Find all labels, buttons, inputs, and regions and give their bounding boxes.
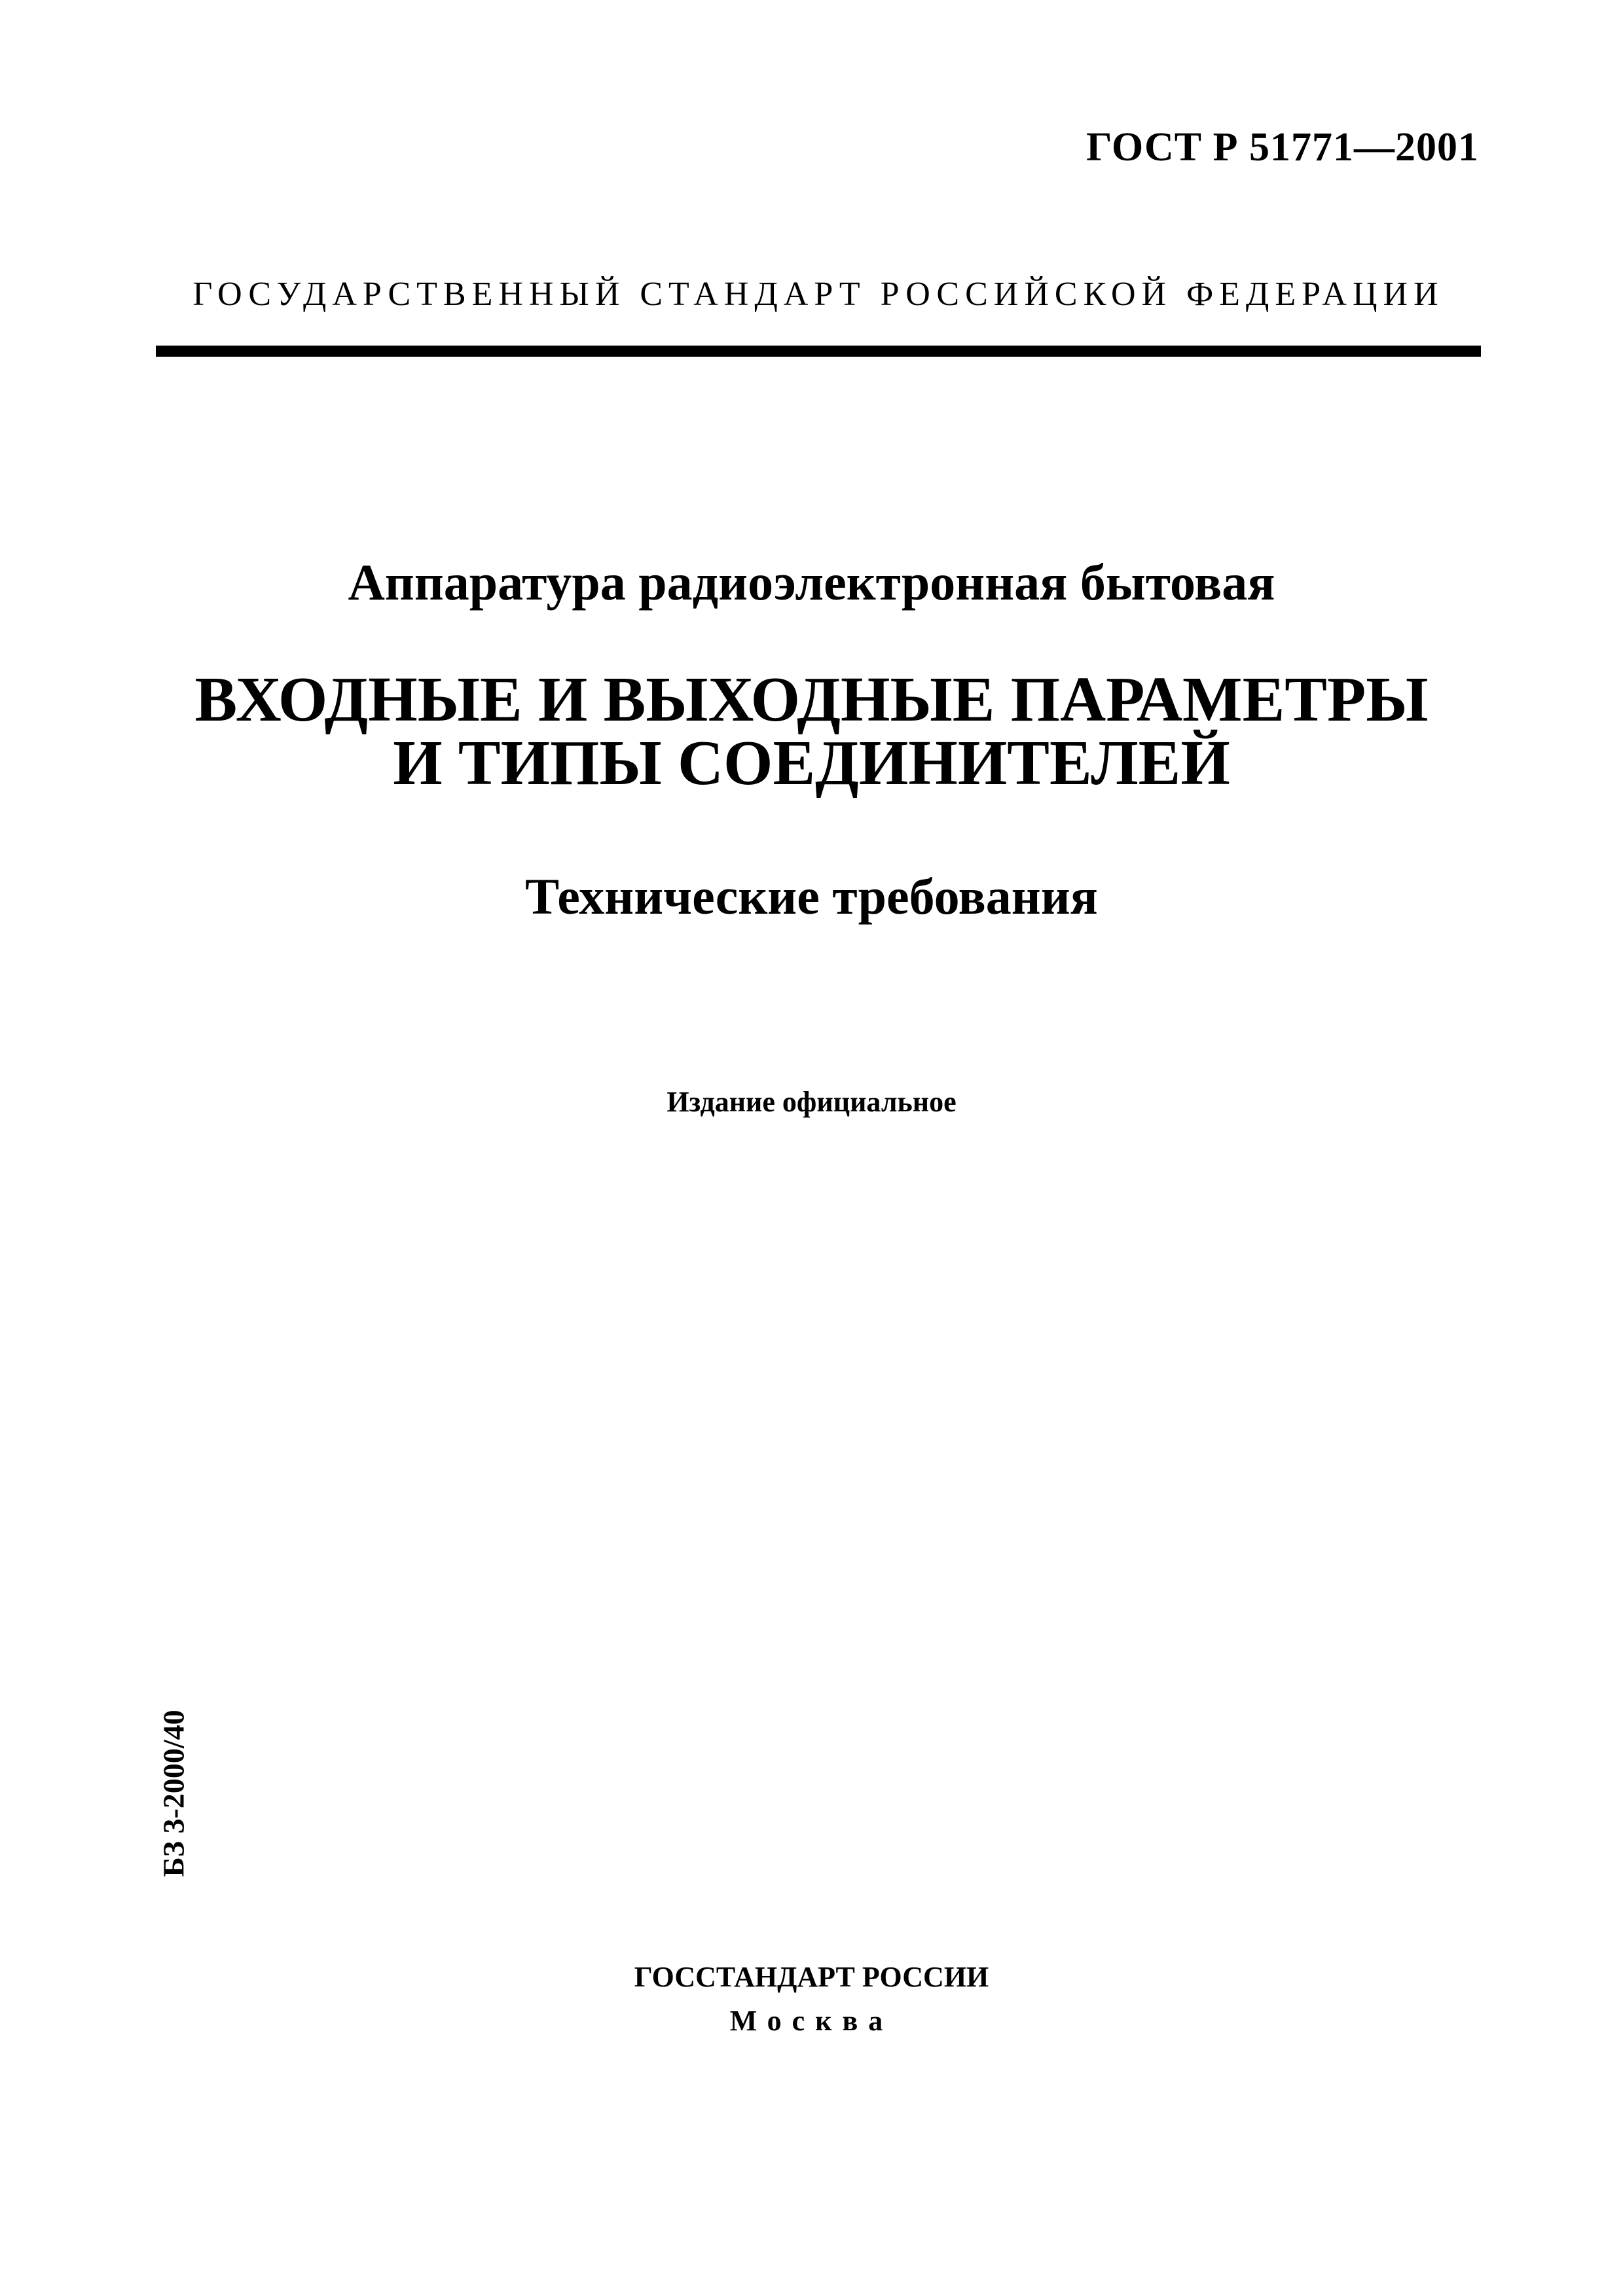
standard-designation: ГОСТ Р 51771—2001 xyxy=(1086,125,1479,170)
document-title xyxy=(0,664,1623,798)
document-title-line-1: ВХОДНЫЕ И ВЫХОДНЫЕ ПАРАМЕТРЫ xyxy=(194,664,1429,734)
state-standard-heading: ГОСУДАРСТВЕННЫЙ СТАНДАРТ РОССИЙСКОЙ ФЕДЕРАЦИИ xyxy=(192,276,1444,313)
document-title-line-2: И ТИПЫ СОЕДИНИТЕЛЕЙ xyxy=(393,728,1230,798)
header-divider xyxy=(156,346,1481,357)
catalog-code: БЗ 3-2000/40 xyxy=(156,1710,191,1877)
edition-note: Издание официальное xyxy=(666,1086,957,1118)
publication-city: Москва xyxy=(729,2005,894,2037)
document-subject: Аппаратура радиоэлектронная бытовая xyxy=(348,554,1275,611)
document-subtitle: Технические требования xyxy=(525,868,1098,925)
publisher-name: ГОССТАНДАРТ РОССИИ xyxy=(634,1961,989,1993)
